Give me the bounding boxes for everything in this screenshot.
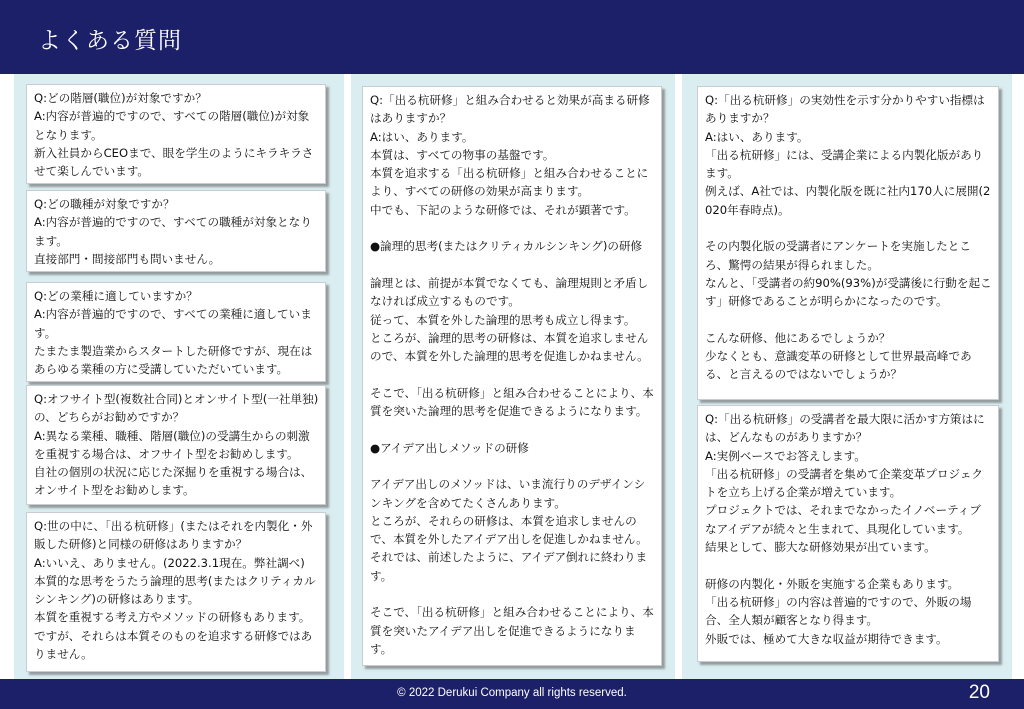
answer-detail-text: 新入社員からCEOまで、眼を学生のようにキラキラさせて楽しんでいます。 bbox=[34, 145, 314, 179]
paragraph-spacer bbox=[370, 420, 655, 438]
question-text: Q:「出る杭研修」の実効性を示す分かりやすい指標はありますか？ bbox=[705, 93, 985, 126]
answer-detail-text: 少なくとも、意識変革の研修として世界最高峰である、と言えるのではないでしょうか？ bbox=[705, 349, 972, 382]
page-title: よくある質問 bbox=[38, 28, 182, 54]
answer-detail-text: それでは、前述したように、アイデア倒れに終わります。 bbox=[370, 550, 648, 583]
answer-detail-text: 結果として、膨大な研修効果が出ています。 bbox=[705, 540, 936, 555]
answer-detail-text: 本質を重視する考え方やメソッドの研修もあります。 bbox=[34, 610, 311, 625]
faq-card-level bbox=[26, 84, 326, 184]
answer-detail-text: 本質を追求する「出る杭研修」と組み合わせることにより、すべての研修の効果が高まります。 bbox=[370, 166, 649, 199]
question-text: Q:世の中に、「出る杭研修」(またはそれを内製化・外販した研修)と同様の研修はありますか？ bbox=[34, 519, 313, 552]
answer-detail-text: 「出る杭研修」の内容は普遍的ですので、外販の場合、全人類が顧客となり得ます。 bbox=[705, 594, 972, 628]
answer-detail-text: 本質的な思考をうたう論理的思考(またはクリティカルシンキング)の研修はあります。 bbox=[34, 573, 316, 607]
answer-detail-text: アイデア出しのメソッドは、いま流行りのデザインシンキングを含めてたくさんあります。 bbox=[370, 477, 646, 510]
question-text: Q:どの職種が対象ですか？ bbox=[34, 197, 175, 211]
faq-card-similar-training bbox=[26, 512, 326, 672]
answer-detail-text: ●アイデア出しメソッドの研修 bbox=[370, 440, 529, 455]
answer-detail-text: 例えば、A社では、内製化版を既に社内170人に展開(2020年春時点)。 bbox=[705, 184, 991, 217]
paragraph-spacer bbox=[370, 256, 655, 274]
answer-detail-text: 自社の個別の状況に応じた深掘りを重視する場合は、オンサイト型をお勧めします。 bbox=[34, 465, 313, 498]
answer-detail-text: たまたま製造業からスタートした研修ですが、現在はあらゆる業種の方に受講していただいています。 bbox=[34, 343, 313, 377]
answer-text: A:内容が普遍的ですので、すべての業種に適しています。 bbox=[34, 307, 312, 340]
answer-detail-text: そこで、「出る杭研修」と組み合わせることにより、本質を突いたアイデア出しを促進できるようになります。 bbox=[370, 605, 654, 656]
header-bar bbox=[0, 0, 1024, 74]
faq-card-industry bbox=[26, 282, 326, 382]
answer-text: A:いいえ、ありません。(2022.3.1現在。弊社調べ) bbox=[34, 555, 305, 570]
answer-detail-text: 研修の内製化・外販を実施する企業もあります。 bbox=[705, 576, 960, 591]
answer-detail-text: 論理とは、前提が本質でなくても、論理規則と矛盾しなければ成立するものです。 bbox=[370, 275, 649, 309]
answer-detail-text: 外販では、極めて大きな収益が期待できます。 bbox=[705, 631, 948, 646]
answer-detail-text: そこで、「出る杭研修」と組み合わせることにより、本質を突いた論理的思考を促進できるようになります。 bbox=[370, 385, 654, 419]
answer-detail-text: 「出る杭研修」には、受講企業による内製化版があります。 bbox=[705, 147, 984, 181]
paragraph-spacer bbox=[370, 365, 655, 383]
question-text: Q:どの業種に適していますか？ bbox=[34, 289, 198, 303]
answer-text: A:異なる業種、職種、階層(職位)の受講生からの刺激を重視する場合は、オフサイト型をお勧めします。 bbox=[34, 428, 310, 461]
page-number: 20 bbox=[968, 682, 990, 703]
answer-text: A:内容が普遍的ですので、すべての職種が対象となります。 bbox=[34, 215, 312, 248]
answer-text: A:実例ベースでお答えします。 bbox=[705, 448, 866, 463]
answer-text: A:内容が普遍的ですので、すべての階層(職位)が対象となります。 bbox=[34, 109, 310, 142]
copyright-text: © 2022 Derukui Company all rights reserved. bbox=[397, 687, 627, 699]
paragraph-spacer bbox=[370, 585, 655, 603]
answer-detail-text: ところが、それらの研修は、本質を追求しませんので、本質を外したアイデア出しを促進しかねません。 bbox=[370, 513, 648, 547]
paragraph-spacer bbox=[370, 457, 655, 475]
answer-detail-text: 直接部門・間接部門も問いません。 bbox=[34, 251, 221, 266]
question-text: Q:「出る杭研修」と組み合わせると効果が高まる研修はありますか？ bbox=[370, 93, 650, 126]
question-text: Q:どの階層(職位)が対象ですか？ bbox=[34, 91, 207, 105]
faq-card-combination bbox=[362, 86, 662, 666]
answer-detail-text: ところが、論理的思考の研修は、本質を追求しませんので、本質を外した論理的思考を促進しかねません。 bbox=[370, 330, 649, 364]
answer-detail-text: 「出る杭研修」の受講者を集めて企業変革プロジェクトを立ち上げる企業が増えています。 bbox=[705, 466, 984, 500]
paragraph-spacer bbox=[705, 311, 992, 329]
answer-text: A:はい、あります。 bbox=[705, 129, 809, 144]
answer-detail-text: なんと、「受講者の約90%(93%)が受講後に行動を起こす」研修であることが明らかになったのです。 bbox=[705, 275, 992, 309]
faq-card-effectiveness bbox=[697, 86, 999, 400]
answer-detail-text: 従って、本質を外した論理的思考も成立し得ます。 bbox=[370, 312, 636, 327]
question-text: Q:オフサイト型(複数社合同)とオンサイト型(一社単独)の、どちらがお勧めですか？ bbox=[34, 392, 319, 425]
question-text: Q:「出る杭研修」の受講者を最大限に活かす方策はには、どんなものがありますか？ bbox=[705, 412, 985, 445]
answer-text: A:はい、あります。 bbox=[370, 129, 474, 144]
faq-card-utilization bbox=[697, 405, 999, 662]
faq-card-job-type bbox=[26, 190, 326, 272]
footer-bar bbox=[0, 679, 1024, 709]
answer-detail-text: その内製化版の受講者にアンケートを実施したところ、驚愕の結果が得られました。 bbox=[705, 239, 971, 272]
answer-detail-text: 中でも、下記のような研修では、それが顕著です。 bbox=[370, 202, 636, 217]
answer-detail-text: ですが、それらは本質そのものを追求する研修ではありません。 bbox=[34, 628, 313, 662]
answer-detail-text: 本質は、すべての物事の基盤です。 bbox=[370, 147, 555, 162]
paragraph-spacer bbox=[705, 556, 992, 574]
answer-detail-text: ●論理的思考(またはクリティカルシンキング)の研修 bbox=[370, 239, 643, 254]
faq-card-offsite-onsite bbox=[26, 385, 326, 505]
paragraph-spacer bbox=[370, 219, 655, 237]
answer-detail-text: こんな研修、他にあるでしょうか？ bbox=[705, 330, 891, 345]
paragraph-spacer bbox=[705, 219, 992, 237]
answer-detail-text: プロジェクトでは、それまでなかったイノベーティブなアイデアが続々と生まれて、具現化しています。 bbox=[705, 503, 981, 536]
